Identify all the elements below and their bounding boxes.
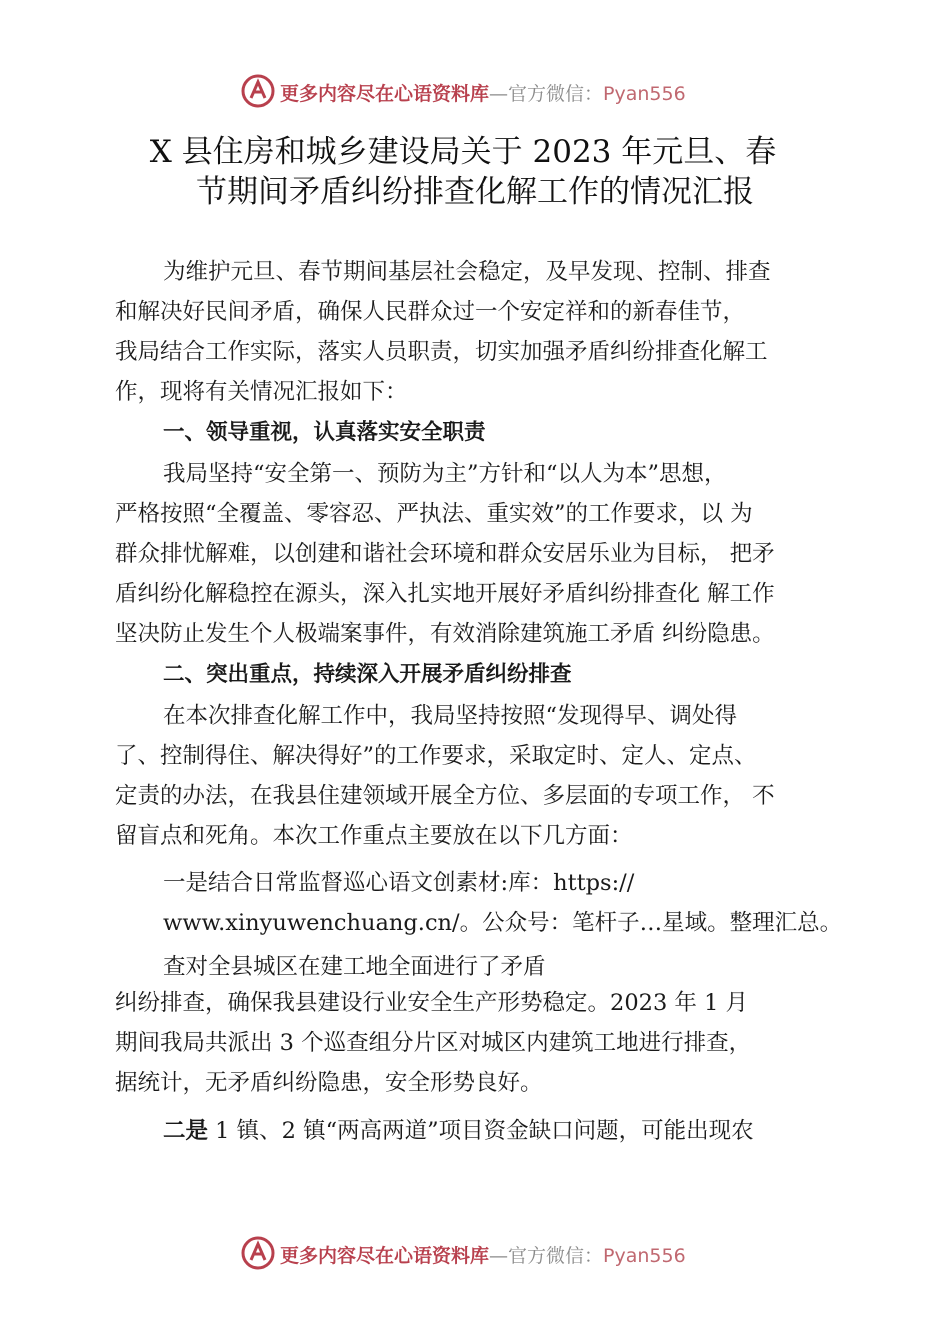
section-heading-1: 一、领导重视，认真落实安全职责 — [163, 420, 486, 445]
paragraph-line: 了、控制得住、解决得好”的工作要求，采取定时、定人、定点、 — [115, 743, 757, 769]
section-heading-2: 二、突出重点，持续深入开展矛盾纠纷排查 — [163, 662, 572, 687]
banner-wechat-id: Pyan556 — [603, 83, 686, 105]
paragraph-line: 在本次排查化解工作中，我局坚持按照“发现得早、调处得 — [163, 703, 738, 729]
banner-text — [280, 79, 686, 106]
document-title-line-1: X 县住房和城乡建设局关于 2023 年元旦、春 — [149, 134, 777, 170]
paragraph-line: 查对全县城区在建工地全面进行了矛盾 — [163, 954, 546, 980]
item-lead-bold: 二是 — [163, 1118, 209, 1144]
paragraph-line: 盾纠纷化解稳控在源头，深入扎实地开展好矛盾纠纷排查化 解工作 — [115, 581, 775, 607]
paragraph-line: 据统计，无矛盾纠纷隐患，安全形势良好。 — [115, 1070, 543, 1096]
paragraph-line: www.xinyuwenchuang.cn/。公众号：笔杆子…星域。整理汇总。 — [163, 910, 843, 936]
header-watermark-banner — [0, 70, 950, 114]
banner-brand-text: 更多内容尽在心语资料库 — [280, 1245, 490, 1267]
banner-brand-text: 更多内容尽在心语资料库 — [280, 83, 490, 105]
paragraph-line: 我局结合工作实际，落实人员职责，切实加强矛盾纠纷排查化解工 — [115, 339, 768, 365]
paragraph-line: 期间我局共派出 3 个巡查组分片区对城区内建筑工地进行排查， — [115, 1030, 752, 1056]
paragraph-line: 作，现将有关情况汇报如下： — [115, 379, 408, 405]
paragraph-line: 定责的办法，在我县住建领域开展全方位、多层面的专项工作， 不 — [115, 783, 775, 809]
banner-wechat-id: Pyan556 — [603, 1245, 686, 1267]
brand-logo-icon — [240, 1235, 276, 1271]
paragraph-line: 留盲点和死角。本次工作重点主要放在以下几方面： — [115, 823, 633, 849]
paragraph-line: 和解决好民间矛盾，确保人民群众过一个安定祥和的新春佳节， — [115, 299, 746, 325]
paragraph-line — [163, 1116, 754, 1146]
paragraph-line: 我局坚持“安全第一、预防为主”方针和“以人为本”思想， — [163, 461, 727, 487]
item-text: 1 镇、2 镇“两高两道”项目资金缺口问题，可能出现农 — [208, 1118, 754, 1144]
paragraph-line: 严格按照“全覆盖、零容忍、严执法、重实效”的工作要求，以 为 — [115, 501, 753, 527]
footer-watermark-banner — [0, 1232, 950, 1276]
banner-text — [280, 1241, 686, 1268]
paragraph-line: 坚决防止发生个人极端案事件，有效消除建筑施工矛盾 纠纷隐患。 — [115, 621, 775, 647]
paragraph-line: 群众排忧解难，以创建和谐社会环境和群众安居乐业为目标， 把矛 — [115, 541, 775, 567]
document-title-line-2: 节期间矛盾纠纷排查化解工作的情况汇报 — [196, 174, 754, 210]
banner-wechat-label: —官方微信： — [489, 83, 604, 105]
paragraph-line: 为维护元旦、春节期间基层社会稳定，及早发现、控制、排查 — [163, 259, 771, 285]
paragraph-line: 一是结合日常监督巡心语文创素材:库：https:// — [163, 870, 635, 896]
brand-logo-icon — [240, 73, 276, 109]
paragraph-line: 纠纷排查，确保我县建设行业安全生产形势稳定。2023 年 1 月 — [115, 990, 749, 1016]
banner-wechat-label: —官方微信： — [489, 1245, 604, 1267]
